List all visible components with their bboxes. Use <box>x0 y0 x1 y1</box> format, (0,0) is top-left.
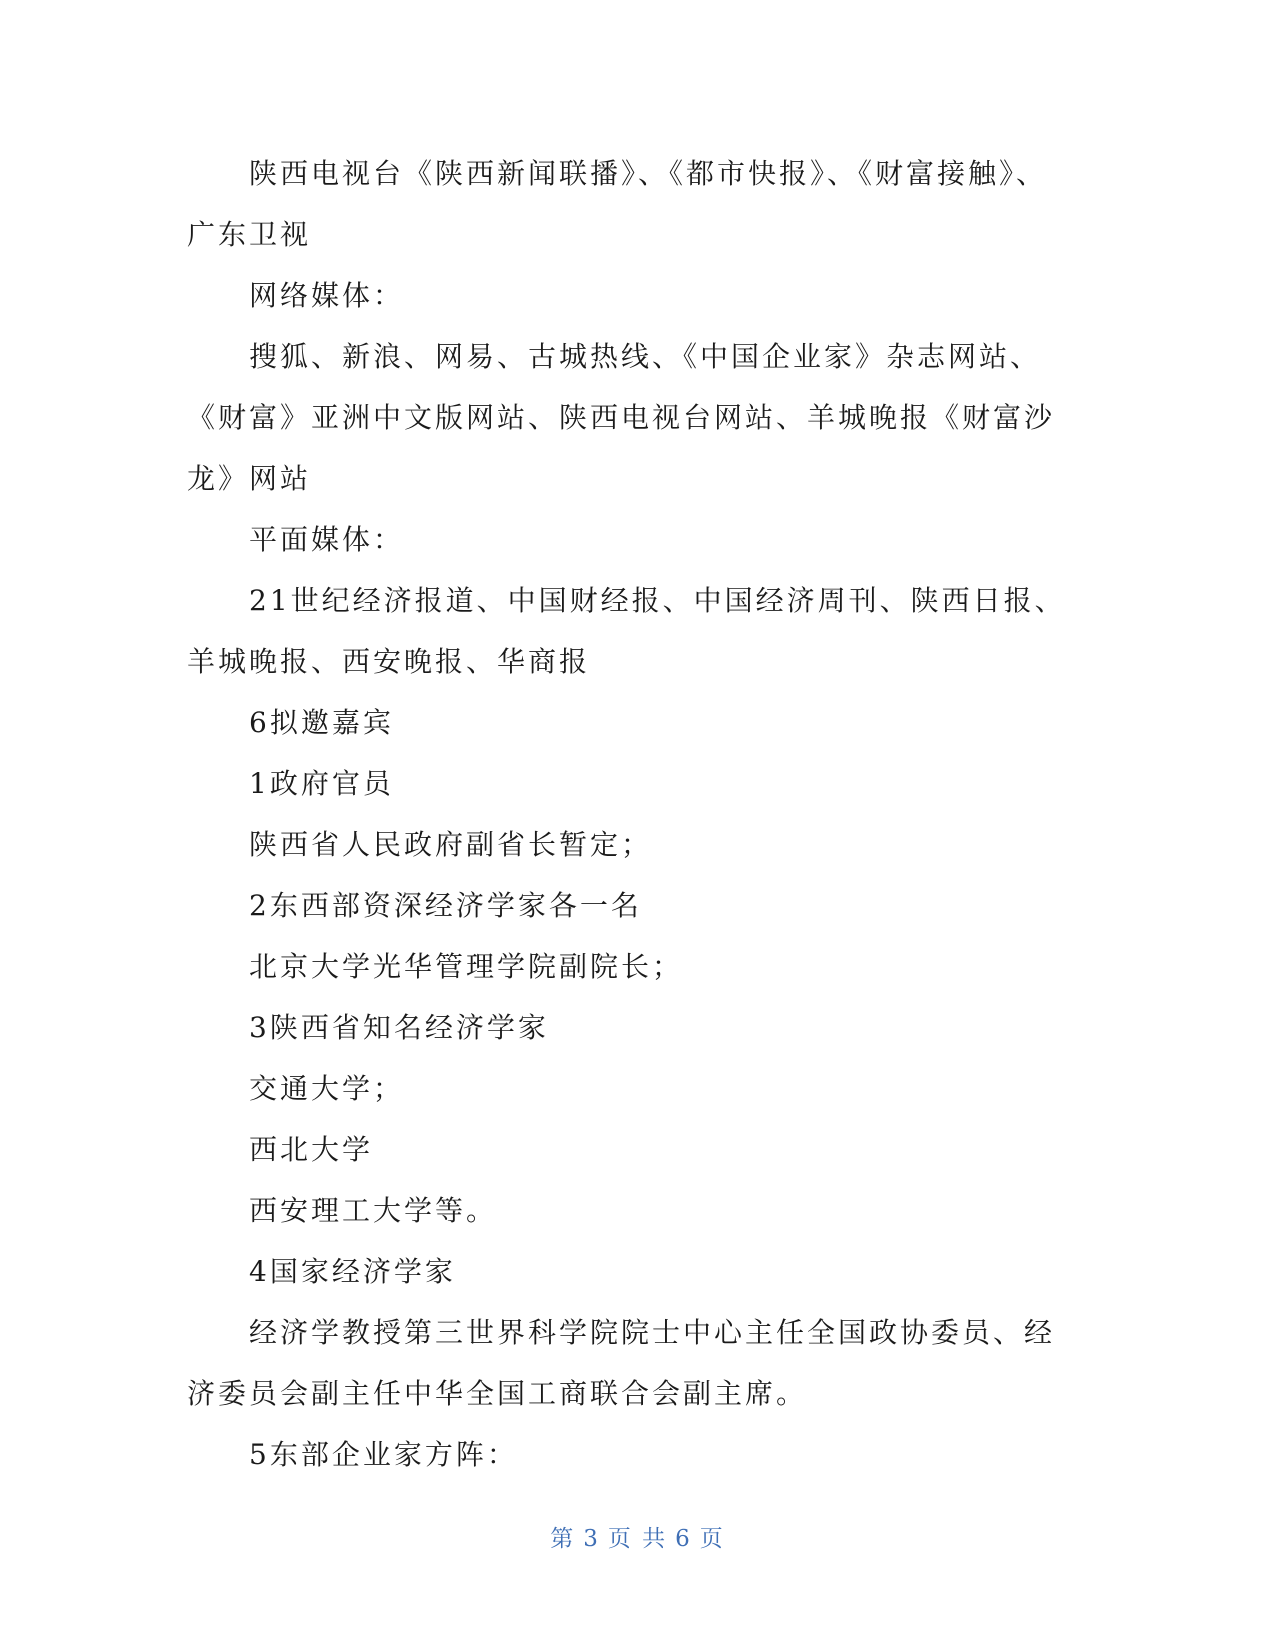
paragraph-online-media-list: 搜狐、新浪、网易、古城热线、《中国企业家》杂志网站、《财富》亚洲中文版网站、陕西电视台网站、羊城晚报《财富沙龙》网站 <box>187 340 1056 495</box>
page-footer <box>0 1520 1275 1553</box>
paragraph-tv-media: 陕西电视台《陕西新闻联播》、《都市快报》、《财富接触》、广东卫视 <box>187 157 1048 251</box>
section-heading-guests: 6拟邀嘉宾 <box>249 706 394 739</box>
footer-page-number: 3 <box>583 1526 600 1552</box>
subheading-eastern-entrepreneurs: 5东部企业家方阵： <box>249 1438 518 1471</box>
paragraph-print-media-heading: 平面媒体： <box>249 523 405 556</box>
footer-suffix: 页 <box>699 1526 725 1552</box>
paragraph-northwest: 西北大学 <box>249 1133 374 1166</box>
paragraph-xian-tech: 西安理工大学等。 <box>249 1194 498 1227</box>
paragraph-national-economists: 经济学教授第三世界科学院院士中心主任全国政协委员、经济委员会副主任中华全国工商联合会副主席。 <box>187 1316 1056 1410</box>
paragraph-officials: 陕西省人民政府副省长暂定； <box>249 828 653 861</box>
footer-middle: 页 共 <box>607 1526 668 1552</box>
subheading-national-economists: 4国家经济学家 <box>249 1255 456 1288</box>
paragraph-jiaotong: 交通大学； <box>249 1072 405 1105</box>
subheading-senior-economists: 2东西部资深经济学家各一名 <box>249 889 642 922</box>
subheading-shaanxi-economists: 3陕西省知名经济学家 <box>249 1011 549 1044</box>
document-body <box>187 143 1067 1485</box>
footer-prefix: 第 <box>550 1526 576 1552</box>
subheading-officials: 1政府官员 <box>249 767 394 800</box>
paragraph-print-media-list: 21世纪经济报道、中国财经报、中国经济周刊、陕西日报、羊城晚报、西安晚报、华商报 <box>187 584 1066 678</box>
paragraph-senior-economists: 北京大学光华管理学院副院长； <box>249 950 684 983</box>
footer-total-pages: 6 <box>675 1526 692 1552</box>
paragraph-online-media-heading: 网络媒体： <box>249 279 405 312</box>
